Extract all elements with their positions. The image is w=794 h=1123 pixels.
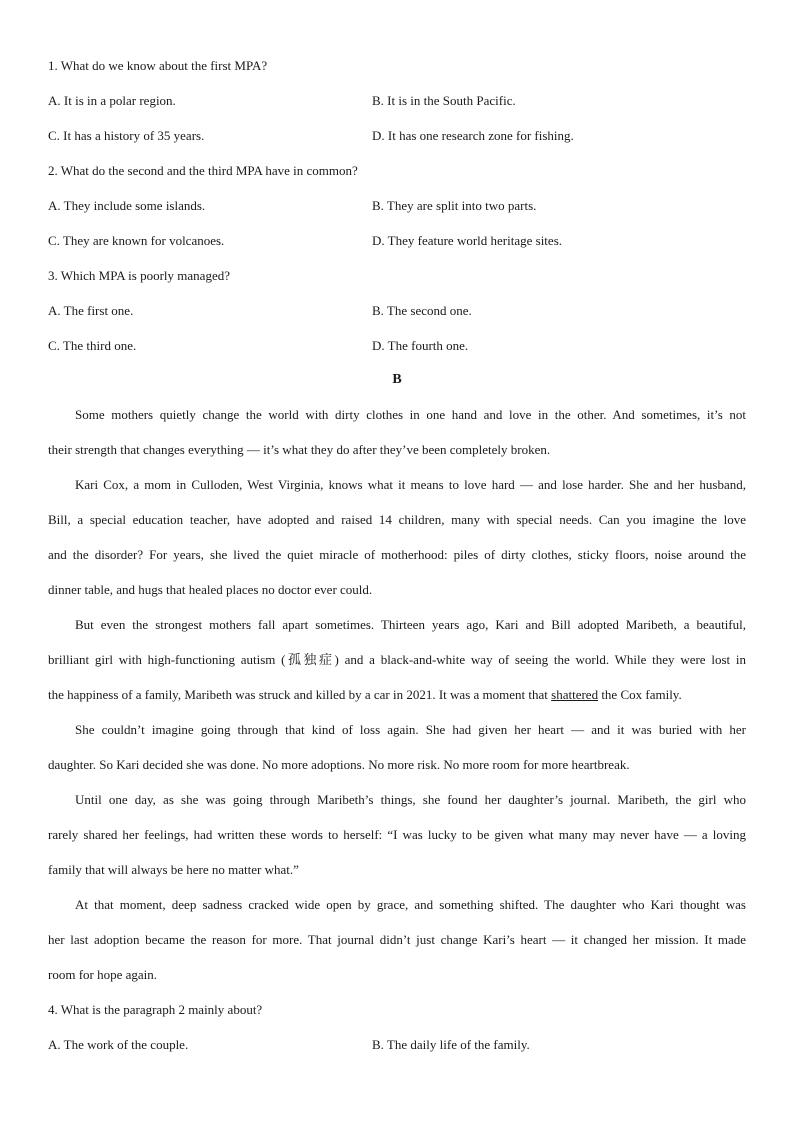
paragraph-1-line-1: Some mothers quietly change the world with dirty clothes in one hand and love in the other. And sometimes, it’s not <box>75 407 746 422</box>
paragraph-5-line-2: rarely shared her feelings, had written these words to herself: “I was lucky to be given what many may never have — a loving <box>48 827 746 842</box>
question-1-option-c: C. It has a history of 35 years. <box>48 128 205 143</box>
question-2-options-row-2 <box>48 233 746 249</box>
question-1-options-row-1 <box>48 93 746 109</box>
question-3-options-row-2 <box>48 338 746 354</box>
question-3-stem: 3. Which MPA is poorly managed? <box>48 268 230 283</box>
paragraph-2-line-1: Kari Cox, a mom in Culloden, West Virginia, knows what it means to love hard — and lose harder. She and her husband, <box>75 477 746 492</box>
paragraph-4-line-2: daughter. So Kari decided she was done. No more adoptions. No more risk. No more room for more heartbreak. <box>48 757 630 772</box>
question-3-option-c: C. The third one. <box>48 338 137 353</box>
question-4-option-b: B. The daily life of the family. <box>372 1037 530 1052</box>
paragraph-4-line-1: She couldn’t imagine going through that kind of loss again. She had given her heart — and it was buried with her <box>75 722 746 737</box>
question-2-options-row-1 <box>48 198 746 214</box>
question-2-option-c: C. They are known for volcanoes. <box>48 233 225 248</box>
question-3-options-row-1 <box>48 303 746 319</box>
question-3-option-a: A. The first one. <box>48 303 134 318</box>
paragraph-6-line-2: her last adoption became the reason for more. That journal didn’t just change Kari’s heart — it changed her mission. It made <box>48 932 746 947</box>
paragraph-6-line-1: At that moment, deep sadness cracked wide open by grace, and something shifted. The daughter who Kari thought was <box>75 897 746 912</box>
question-1-options-row-2 <box>48 128 746 144</box>
paragraph-2-line-3: and the disorder? For years, she lived the quiet miracle of motherhood: piles of dirty clothes, sticky floors, noise around the <box>48 547 746 562</box>
paragraph-3-line-3-tail: the Cox family. <box>601 687 682 702</box>
paragraph-2-line-2: Bill, a special education teacher, have adopted and raised 14 children, many with special needs. Can you imagine the love <box>48 512 746 527</box>
question-4-stem: 4. What is the paragraph 2 mainly about? <box>48 1002 263 1017</box>
question-1-option-d: D. It has one research zone for fishing. <box>372 128 574 143</box>
paragraph-6-line-3: room for hope again. <box>48 967 158 982</box>
question-3-option-b: B. The second one. <box>372 303 472 318</box>
paragraph-3-line-2: brilliant girl with high-functioning autism (孤独症) and a black-and-white way of seeing the world. While they were lost in <box>48 652 746 667</box>
underlined-word-shattered: shattered <box>551 687 599 702</box>
question-2-option-a: A. They include some islands. <box>48 198 206 213</box>
paragraph-3-line-3 <box>48 687 746 703</box>
question-1-stem: 1. What do we know about the first MPA? <box>48 58 268 73</box>
question-3-option-d: D. The fourth one. <box>372 338 469 353</box>
question-4-option-a: A. The work of the couple. <box>48 1037 189 1052</box>
paragraph-2-line-4: dinner table, and hugs that healed places no doctor ever could. <box>48 582 373 597</box>
paragraph-5-line-1: Until one day, as she was going through Maribeth’s things, she found her daughter’s journal. Maribeth, the girl who <box>75 792 746 807</box>
question-2-option-d: D. They feature world heritage sites. <box>372 233 562 248</box>
question-1-option-a: A. It is in a polar region. <box>48 93 176 108</box>
paragraph-1-line-2: their strength that changes everything — it’s what they do after they’ve been completely broken. <box>48 442 551 457</box>
paragraph-3-line-1: But even the strongest mothers fall apart sometimes. Thirteen years ago, Kari and Bill adopted Maribeth, a beautiful, <box>75 617 746 632</box>
question-2-option-b: B. They are split into two parts. <box>372 198 537 213</box>
section-b-heading: B <box>392 372 402 387</box>
question-4-options-row-1 <box>48 1037 746 1053</box>
paragraph-3-line-3-text: the happiness of a family, Maribeth was struck and killed by a car in 2021. It was a moment that <box>48 687 548 702</box>
question-1-option-b: B. It is in the South Pacific. <box>372 93 516 108</box>
paragraph-5-line-3: family that will always be here no matter what.” <box>48 862 299 877</box>
question-2-stem: 2. What do the second and the third MPA have in common? <box>48 163 358 178</box>
